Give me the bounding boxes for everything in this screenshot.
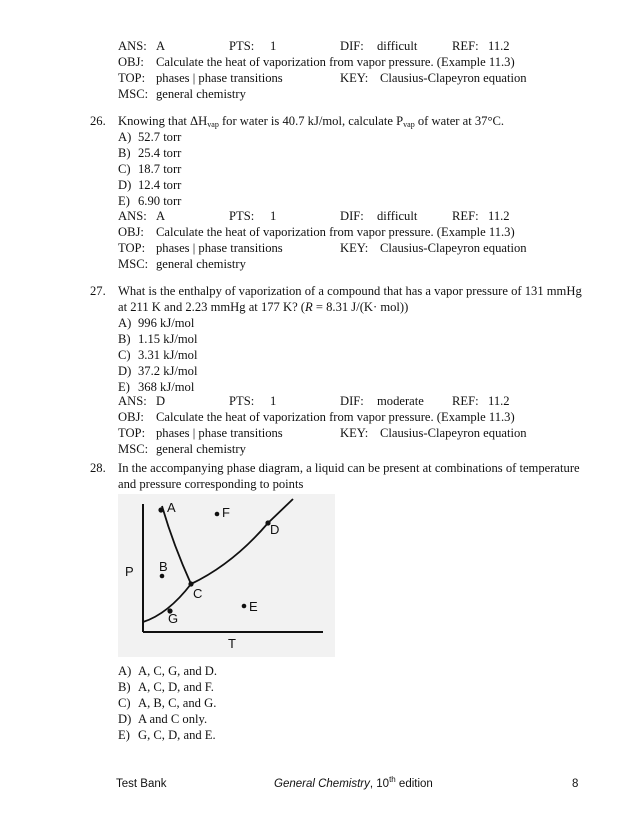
option-letter: B) xyxy=(118,146,131,160)
stem-part: = 8.31 J/(K· mol)) xyxy=(312,300,409,314)
msc-row xyxy=(118,256,588,272)
top-label: TOP: xyxy=(118,426,146,440)
pts-label: PTS: xyxy=(229,39,255,53)
label-c: C xyxy=(193,586,203,601)
sublimation-curve xyxy=(143,584,191,622)
ref-label: REF: xyxy=(452,394,479,408)
pts-value: 1 xyxy=(270,39,277,53)
stem-line: and pressure corresponding to points xyxy=(118,477,304,491)
ans-value: A xyxy=(156,209,166,223)
edition-suffix: edition xyxy=(395,778,433,790)
option-a[interactable] xyxy=(118,663,217,679)
pts-label: PTS: xyxy=(229,394,255,408)
msc-value: general chemistry xyxy=(156,442,246,456)
option-text: 368 kJ/mol xyxy=(138,380,195,394)
edition-superscript: th xyxy=(389,775,396,784)
obj-row xyxy=(118,409,588,425)
obj-value: Calculate the heat of vaporization from vapor pressure. (Example 11.3) xyxy=(156,225,515,239)
stem-line xyxy=(118,299,598,315)
option-e[interactable] xyxy=(118,727,217,743)
dif-label: DIF: xyxy=(340,394,364,408)
question-stem xyxy=(118,283,598,315)
option-letter: E) xyxy=(118,728,130,742)
question-number: 26. xyxy=(90,114,106,128)
edition-prefix: , 10 xyxy=(369,778,390,790)
answer-meta-block-q26 xyxy=(118,208,588,272)
ans-row xyxy=(118,393,588,409)
option-text: 996 kJ/mol xyxy=(138,316,195,330)
option-d[interactable] xyxy=(118,177,181,193)
footer-source: Test Bank xyxy=(116,778,167,790)
answer-meta-block-q25 xyxy=(118,38,588,102)
key-label: KEY: xyxy=(340,241,369,255)
pts-label: PTS: xyxy=(229,209,255,223)
option-text: 12.4 torr xyxy=(138,178,182,192)
ref-label: REF: xyxy=(452,209,479,223)
option-c[interactable] xyxy=(118,161,181,177)
option-letter: A) xyxy=(118,130,132,144)
options-q27 xyxy=(118,315,197,395)
option-letter: D) xyxy=(118,712,132,726)
top-label: TOP: xyxy=(118,71,146,85)
option-text: 52.7 torr xyxy=(138,130,182,144)
key-label: KEY: xyxy=(340,71,369,85)
msc-row xyxy=(118,441,588,457)
option-letter: A) xyxy=(118,316,132,330)
point-e xyxy=(242,604,247,609)
option-c[interactable] xyxy=(118,695,217,711)
msc-label: MSC: xyxy=(118,442,149,456)
option-b[interactable] xyxy=(118,145,181,161)
point-b xyxy=(160,574,165,579)
ans-row xyxy=(118,208,588,224)
option-letter: C) xyxy=(118,696,131,710)
option-c[interactable] xyxy=(118,347,197,363)
point-f xyxy=(215,512,220,517)
option-text: A, C, D, and F. xyxy=(138,680,214,694)
option-letter: C) xyxy=(118,348,131,362)
page-number: 8 xyxy=(572,778,579,790)
msc-label: MSC: xyxy=(118,87,149,101)
obj-value: Calculate the heat of vaporization from vapor pressure. (Example 11.3) xyxy=(156,55,515,69)
pts-value: 1 xyxy=(270,209,277,223)
question-28 xyxy=(90,460,600,492)
option-text: A, C, G, and D. xyxy=(138,664,218,678)
obj-label: OBJ: xyxy=(118,55,144,69)
obj-value: Calculate the heat of vaporization from vapor pressure. (Example 11.3) xyxy=(156,410,515,424)
label-a: A xyxy=(167,500,176,515)
option-d[interactable] xyxy=(118,711,217,727)
dif-value: moderate xyxy=(377,394,424,408)
option-text: A and C only. xyxy=(138,712,208,726)
top-value: phases | phase transitions xyxy=(156,71,283,85)
option-text: G, C, D, and E. xyxy=(138,728,216,742)
stem-variable: R xyxy=(305,300,313,314)
dif-label: DIF: xyxy=(340,209,364,223)
msc-value: general chemistry xyxy=(156,257,246,271)
top-row xyxy=(118,425,588,441)
dif-value: difficult xyxy=(377,209,418,223)
question-stem xyxy=(118,113,598,129)
label-f: F xyxy=(222,505,230,520)
point-a xyxy=(158,507,163,512)
label-e: E xyxy=(249,599,258,614)
dif-label: DIF: xyxy=(340,39,364,53)
ref-label: REF: xyxy=(452,39,479,53)
ref-value: 11.2 xyxy=(488,39,510,53)
stem-part: Knowing that ΔH xyxy=(118,114,208,128)
option-text: 37.2 kJ/mol xyxy=(138,364,198,378)
options-q26 xyxy=(118,129,181,209)
option-a[interactable] xyxy=(118,129,181,145)
question-number: 28. xyxy=(90,461,106,475)
question-stem xyxy=(118,460,598,492)
obj-row xyxy=(118,54,588,70)
option-letter: C) xyxy=(118,162,131,176)
book-title: General Chemistry xyxy=(274,778,370,790)
ans-value: D xyxy=(156,394,166,408)
ans-row xyxy=(118,38,588,54)
ans-label: ANS: xyxy=(118,209,147,223)
option-text: 25.4 torr xyxy=(138,146,182,160)
option-text: 6.90 torr xyxy=(138,194,182,208)
option-e[interactable] xyxy=(118,193,181,209)
obj-row xyxy=(118,224,588,240)
pts-value: 1 xyxy=(270,394,277,408)
ans-label: ANS: xyxy=(118,39,147,53)
msc-label: MSC: xyxy=(118,257,149,271)
stem-part: of water at 37°C. xyxy=(414,114,505,128)
top-row xyxy=(118,240,588,256)
option-b[interactable] xyxy=(118,331,197,347)
stem-part: at 211 K and 2.23 mmHg at 177 K? ( xyxy=(118,300,306,314)
stem-subscript: vap xyxy=(403,120,415,129)
msc-value: general chemistry xyxy=(156,87,246,101)
option-text: A, B, C, and G. xyxy=(138,696,217,710)
msc-row xyxy=(118,86,588,102)
ref-value: 11.2 xyxy=(488,209,510,223)
footer-title xyxy=(274,776,433,792)
phase-diagram xyxy=(118,494,335,657)
options-q28 xyxy=(118,663,217,743)
obj-label: OBJ: xyxy=(118,410,144,424)
axis-label-t: T xyxy=(228,636,236,651)
question-26 xyxy=(90,113,600,129)
question-27 xyxy=(90,283,600,315)
key-value: Clausius-Clapeyron equation xyxy=(380,426,527,440)
ref-value: 11.2 xyxy=(488,394,510,408)
option-d[interactable] xyxy=(118,363,197,379)
ans-value: A xyxy=(156,39,166,53)
dif-value: difficult xyxy=(377,39,418,53)
axis-label-p: P xyxy=(125,564,134,579)
obj-label: OBJ: xyxy=(118,225,144,239)
stem-part: for water is 40.7 kJ/mol, calculate P xyxy=(218,114,404,128)
top-value: phases | phase transitions xyxy=(156,241,283,255)
phase-diagram-svg xyxy=(118,494,335,657)
label-d: D xyxy=(270,522,280,537)
key-value: Clausius-Clapeyron equation xyxy=(380,241,527,255)
option-letter: E) xyxy=(118,380,130,394)
option-letter: D) xyxy=(118,178,132,192)
label-g: G xyxy=(168,611,179,626)
top-row xyxy=(118,70,588,86)
option-text: 18.7 torr xyxy=(138,162,182,176)
option-text: 1.15 kJ/mol xyxy=(138,332,198,346)
key-label: KEY: xyxy=(340,426,369,440)
ans-label: ANS: xyxy=(118,394,147,408)
stem-line: In the accompanying phase diagram, a liquid can be present at combinations of temperature xyxy=(118,461,580,475)
option-letter: B) xyxy=(118,332,131,346)
option-letter: E) xyxy=(118,194,130,208)
key-value: Clausius-Clapeyron equation xyxy=(380,71,527,85)
top-label: TOP: xyxy=(118,241,146,255)
option-letter: A) xyxy=(118,664,132,678)
option-b[interactable] xyxy=(118,679,217,695)
stem-line: What is the enthalpy of vaporization of a compound that has a vapor pressure of 131 mmHg xyxy=(118,284,582,298)
question-number: 27. xyxy=(90,284,106,298)
option-text: 3.31 kJ/mol xyxy=(138,348,198,362)
top-value: phases | phase transitions xyxy=(156,426,283,440)
vaporization-curve xyxy=(191,499,293,584)
option-letter: B) xyxy=(118,680,131,694)
stem-subscript: vap xyxy=(207,120,219,129)
answer-meta-block-q27 xyxy=(118,393,588,457)
label-b: B xyxy=(159,559,168,574)
option-letter: D) xyxy=(118,364,132,378)
option-a[interactable] xyxy=(118,315,197,331)
